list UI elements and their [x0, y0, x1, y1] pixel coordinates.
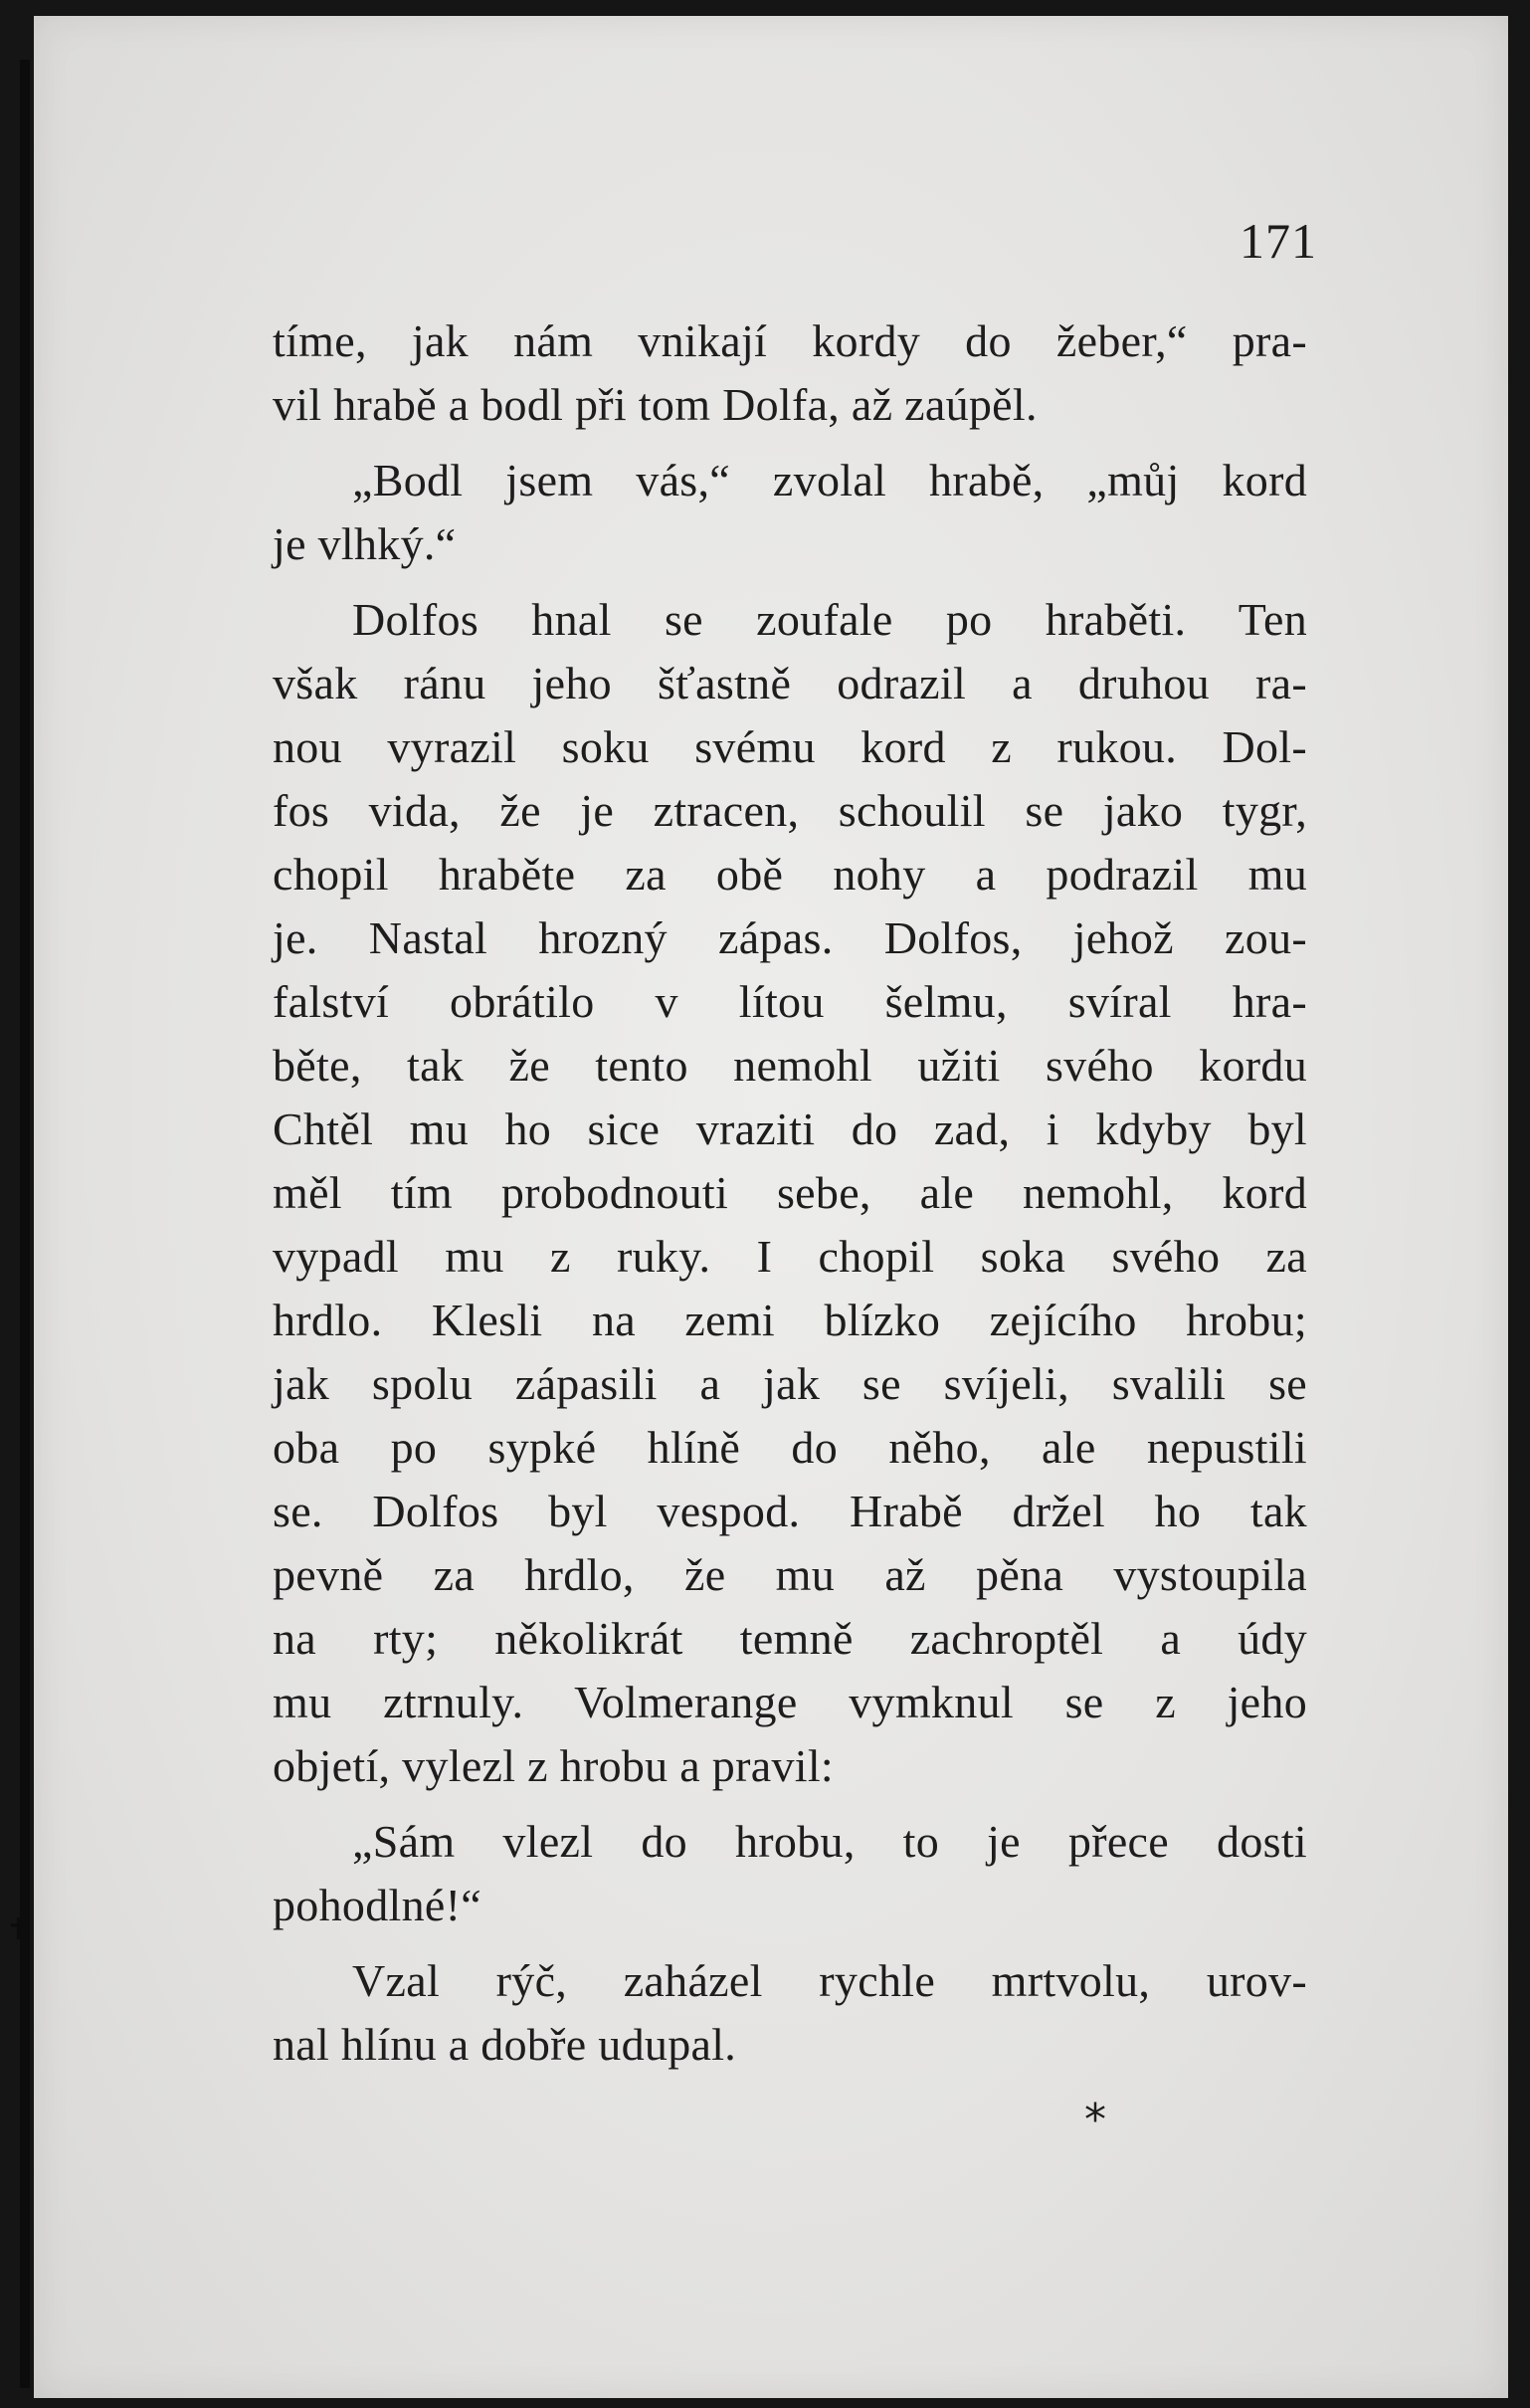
paragraph [273, 588, 1307, 1798]
text-line: mu ztrnuly. Volmerange vymknul se z jeho [273, 1677, 1307, 1727]
text-line: objetí, vylezl z hrobu a pravil: [273, 1740, 834, 1791]
text-line: na rty; několikrát temně zachroptěl a údy [273, 1613, 1307, 1664]
text-line: hrdlo. Klesli na zemi blízko zejícího hrobu; [273, 1295, 1307, 1345]
text-line: měl tím probodnouti sebe, ale nemohl, kord [273, 1167, 1307, 1218]
text-line: vil hrabě a bodl při tom Dolfa, až zaúpěl. [273, 379, 1038, 430]
paragraph-gap [273, 1937, 1307, 1949]
paragraph-gap [273, 1798, 1307, 1810]
paragraph [273, 309, 1307, 437]
paragraph-gap [273, 437, 1307, 449]
binding-mark-icon: ✝ [6, 1912, 32, 1947]
text-line: Chtěl mu ho sice vraziti do zad, i kdyby byl [273, 1104, 1307, 1154]
text-line: tíme, jak nám vnikají kordy do žeber,“ pra- [273, 315, 1307, 366]
text-line: „Sám vlezl do hrobu, to je přece dosti [352, 1816, 1307, 1867]
text-line: je vlhký.“ [273, 518, 457, 569]
text-line: jak spolu zápasili a jak se svíjeli, svalili se [273, 1358, 1307, 1409]
paragraph [273, 1949, 1307, 2077]
text-line: vypadl mu z ruky. I chopil soka svého za [273, 1231, 1307, 1282]
text-line: nal hlínu a dobře udupal. [273, 2019, 737, 2070]
text-line: nou vyrazil soku svému kord z rukou. Dol- [273, 721, 1307, 772]
text-line: se. Dolfos byl vespod. Hrabě držel ho tak [273, 1486, 1307, 1536]
text-line: Dolfos hnal se zoufale po hraběti. Ten [352, 594, 1307, 645]
text-line: pevně za hrdlo, že mu až pěna vystoupila [273, 1549, 1307, 1600]
text-line: Vzal rýč, zaházel rychle mrtvolu, urov- [352, 1955, 1307, 2006]
text-line: však ránu jeho šťastně odrazil a druhou ra- [273, 658, 1307, 708]
text-line: je. Nastal hrozný zápas. Dolfos, jehož zou- [273, 912, 1307, 963]
text-line: fos vida, že je ztracen, schoulil se jako tygr, [273, 785, 1307, 836]
text-line: běte, tak že tento nemohl užiti svého kordu [273, 1040, 1307, 1091]
page-number: 171 [1240, 213, 1317, 269]
paragraph [273, 449, 1307, 576]
book-page [34, 16, 1508, 2398]
text-line: „Bodl jsem vás,“ zvolal hrabě, „můj kord [352, 455, 1307, 505]
text-line: oba po sypké hlíně do něho, ale nepustili [273, 1422, 1307, 1473]
section-ornament: * [1084, 2095, 1106, 2145]
text-line: pohodlné!“ [273, 1880, 481, 1930]
text-line: falství obrátilo v lítou šelmu, svíral hra- [273, 976, 1307, 1027]
binding-edge [20, 60, 30, 2388]
page-body-text [273, 309, 1307, 2077]
paragraph [273, 1810, 1307, 1937]
paragraph-gap [273, 576, 1307, 588]
text-line: chopil hraběte za obě nohy a podrazil mu [273, 849, 1307, 900]
